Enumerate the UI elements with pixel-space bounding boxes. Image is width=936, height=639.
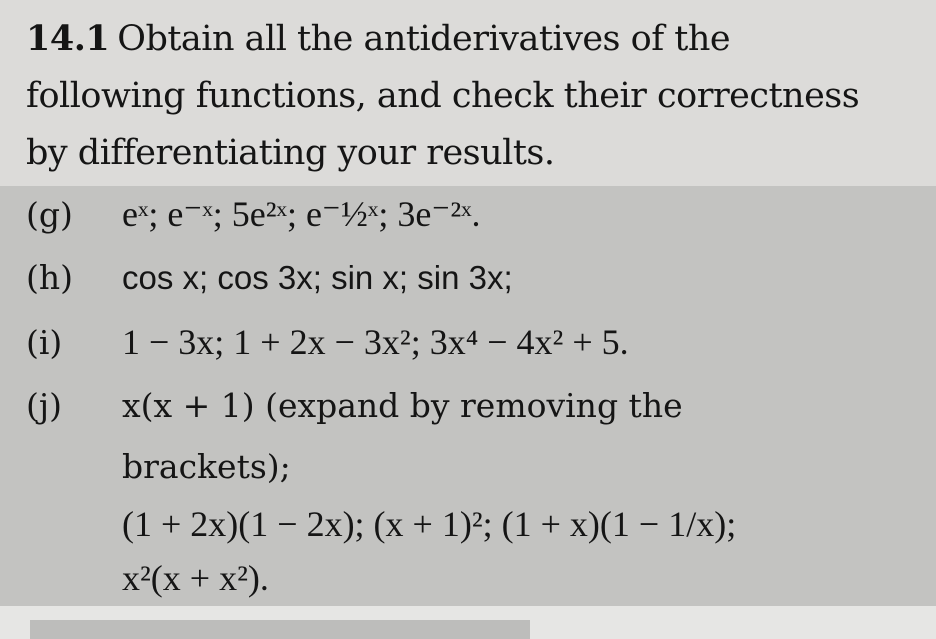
part-j-line-1: x(x + 1) (expand by removing the [122, 386, 683, 425]
heading-line-1 [26, 10, 926, 68]
part-j [26, 384, 683, 428]
part-j-line-2: brackets); [122, 447, 291, 486]
part-h-label: (h) [26, 258, 74, 297]
part-i-functions: 1 − 3x; 1 + 2x − 3x²; 3x⁴ − 4x² + 5. [122, 322, 629, 362]
exercise-number: 14.1 [26, 18, 110, 59]
part-h-functions: cos x; cos 3x; sin x; sin 3x; [122, 259, 513, 296]
part-i [26, 320, 629, 365]
part-g-functions: eˣ; e⁻ˣ; 5e²ˣ; e⁻½ˣ; 3e⁻²ˣ. [122, 194, 481, 234]
bottom-shade [30, 620, 530, 639]
part-g-label: (g) [26, 195, 73, 234]
heading-line-3: by differentiating your results. [26, 133, 555, 173]
part-g [26, 192, 481, 237]
part-j-label: (j) [26, 386, 62, 425]
bottom-strip [0, 606, 936, 639]
part-h [26, 256, 513, 300]
heading-line-2: following functions, and check their correctness [26, 76, 860, 116]
heading-text-1: Obtain all the antiderivatives of the [117, 19, 731, 59]
part-i-label: (i) [26, 323, 63, 362]
part-j-line-3: (1 + 2x)(1 − 2x); (x + 1)²; (1 + x)(1 − 1/x); [122, 504, 737, 544]
part-j-line-4: x²(x + x²). [122, 558, 269, 598]
exercise-heading [26, 10, 926, 182]
